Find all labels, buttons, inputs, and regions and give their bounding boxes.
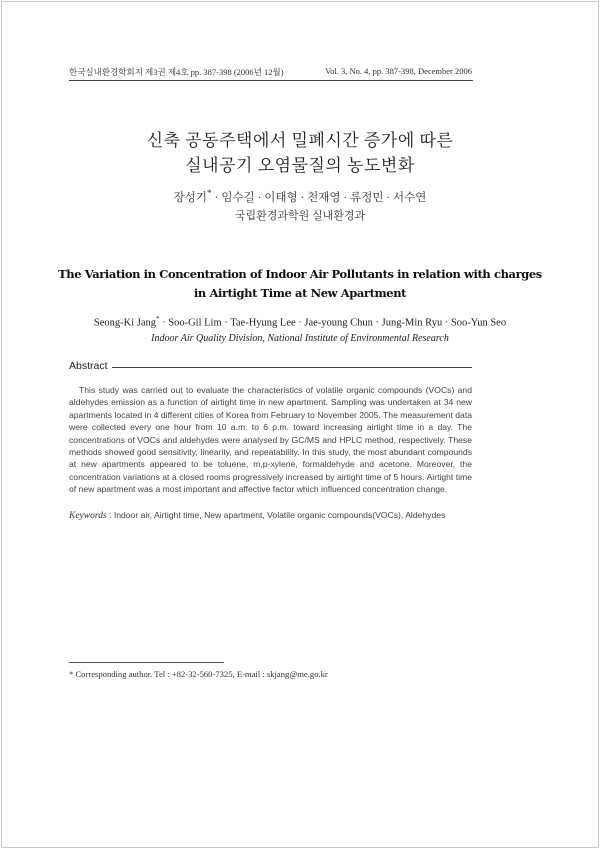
english-authors-first: Seong-Ki Jang — [93, 317, 157, 329]
korean-authors — [0, 188, 600, 205]
korean-authors-rest: · 임수길 · 이태형 · 천재영 · 류정민 · 서수연 — [211, 191, 427, 204]
keywords-line — [69, 510, 479, 521]
running-header-right: Vol. 3, No. 4, pp. 387-398, December 2006 — [325, 66, 472, 76]
korean-authors-first: 장성기 — [173, 191, 207, 204]
english-author-mark: * — [156, 315, 160, 323]
korean-title-line1: 신축 공동주택에서 밀폐시간 증가에 따른 — [146, 131, 454, 150]
header-rule — [69, 80, 473, 81]
korean-author-mark: * — [207, 188, 212, 199]
abstract-label: Abstract — [69, 360, 112, 372]
keywords-text: Indoor air, Airtight time, New apartment, Volatile organic compounds(VOCs), Aldehydes — [113, 510, 446, 520]
korean-title-line2: 실내공기 오염물질의 농도변화 — [185, 156, 415, 175]
keywords-label: Keywords — [69, 511, 107, 521]
english-title-line2: in Airtight Time at New Apartment — [193, 286, 407, 300]
keywords-separator: : — [106, 510, 114, 520]
korean-affiliation: 국립환경과학원 실내환경과 — [234, 210, 366, 222]
english-title-line1: The Variation in Concentration of Indoor Air Pollutants in relation with charges — [58, 267, 542, 281]
english-authors-rest: · Soo-Gil Lim · Tae-Hyung Lee · Jae-young Chun · Jung-Min Ryu · Soo-Yun Seo — [159, 317, 507, 329]
running-header-left: 한국실내환경학회지 제3권 제4호 pp. 387-398 (2006년 12월) — [69, 67, 284, 77]
english-authors — [0, 315, 600, 329]
abstract-body: This study was carried out to evaluate the characteristics of volatile organic compounds (VOCs) and aldehydes emission as a function of airtight time in new apartment. Sampling was undertaken at 34 new apartments located in 4 different cities of Korea from February to November 2005. The measurement data were collected every one hour from 10 a.m. to 6 p.m. toward increasing airtight time in a day. The concentrations of VOCs and aldehydes were analysed by GC/MS and HPLC method, respectively. These methods showed good sensitivity, linearity, and repeatability. In this study, the most abundant compounds at new apartments appeared to be toluene, m,p-xylene, formaldehyde and acetone. Moreover, the concentration variations at a closed rooms progressively increased by airtight time of 5 hours. Airtight time of new apartment was a most important and affective factor which influenced concentration change. — [69, 385, 472, 495]
abstract-rule — [70, 367, 472, 368]
english-affiliation: Indoor Air Quality Division, National Institute of Environmental Research — [151, 333, 449, 344]
footnote: * Corresponding author. Tel : +82-32-560-7325, E-mail : skjang@me.go.kr — [69, 669, 328, 679]
footnote-rule — [69, 662, 224, 663]
